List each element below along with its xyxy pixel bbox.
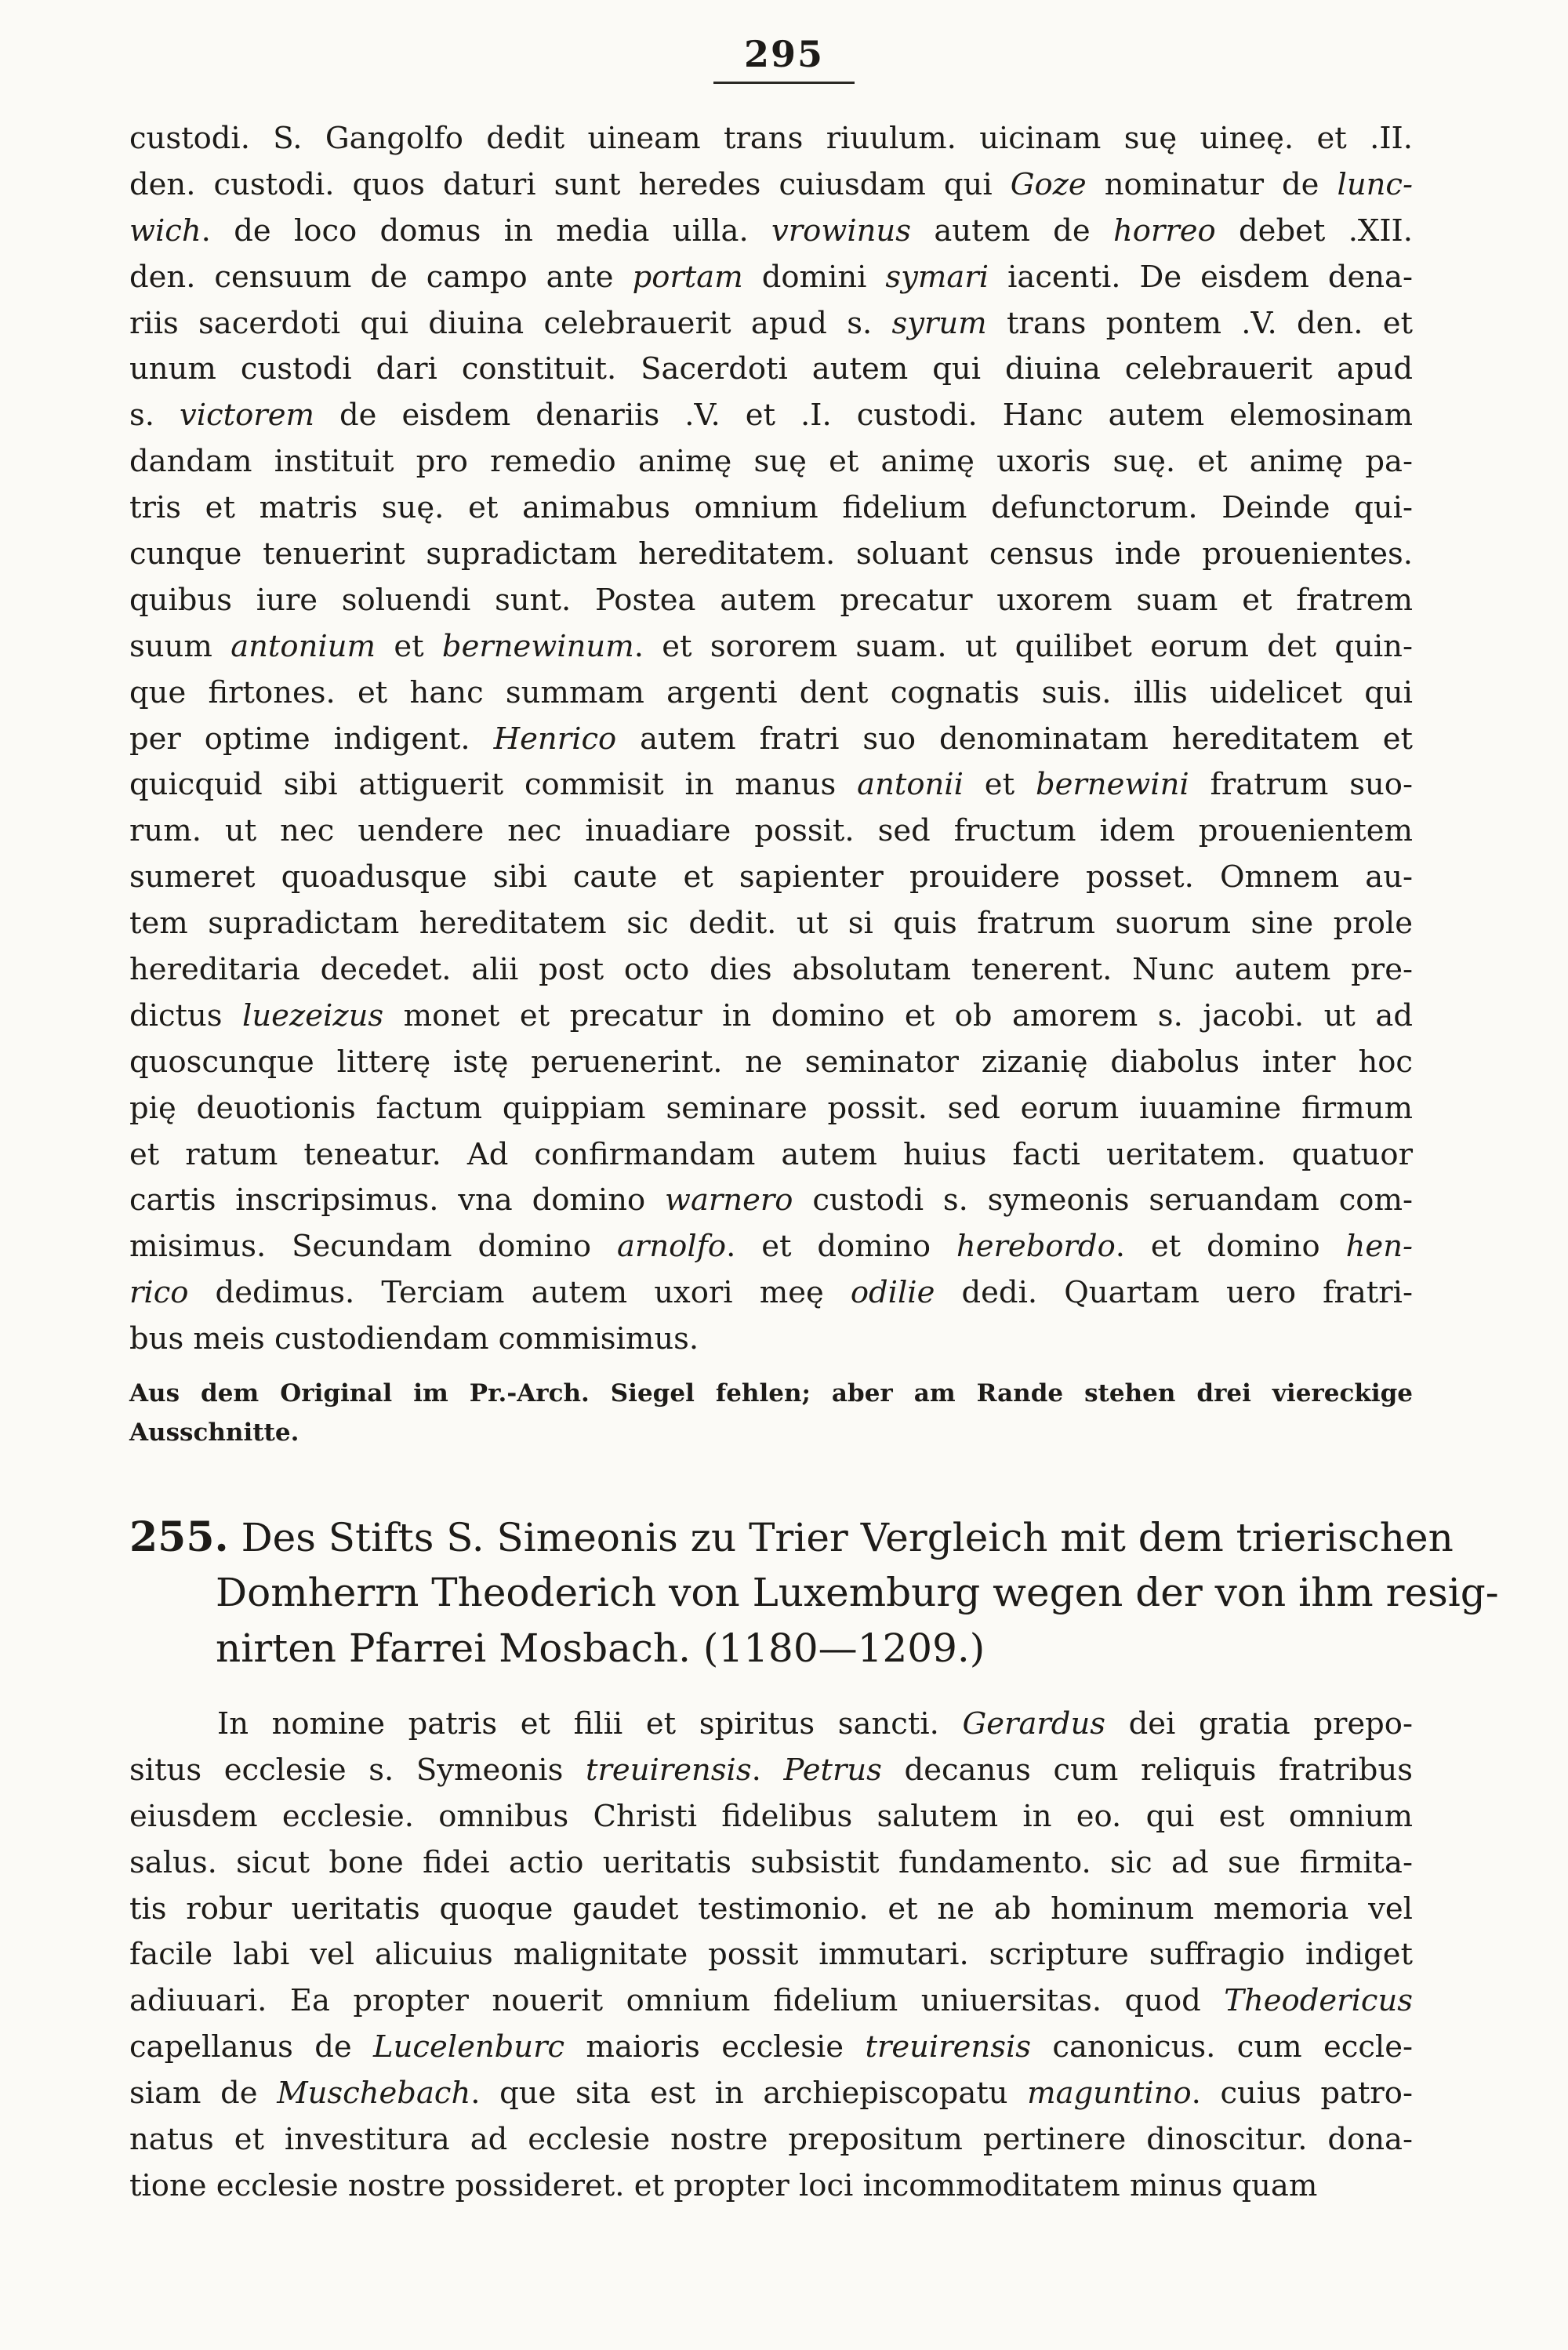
text-run: debet .XII. xyxy=(1215,212,1413,249)
heading-line: Des Stifts S. Simeonis zu Trier Vergleich mit dem trierischen xyxy=(241,1515,1454,1560)
text-run: dedimus. Terciam autem uxori meę xyxy=(188,1275,851,1311)
text-run: den. custodi. quos daturi sunt heredes cuiusdam qui xyxy=(129,166,1011,202)
text-run: salus. sicut bone fidei actio ueritatis subsistit fundamento. sic ad sue firmita- xyxy=(129,1844,1413,1880)
text-run: . et domino xyxy=(1115,1229,1346,1265)
italic-name: Henrico xyxy=(493,721,617,757)
text-run: cartis inscripsimus. vna domino xyxy=(129,1182,666,1219)
text-run: que firtones. et hanc summam argenti dent cognatis suis. illis uidelicet qui xyxy=(129,674,1413,710)
text-run: suum xyxy=(129,628,231,664)
text-line xyxy=(129,1794,1413,1840)
text-run: capellanus de xyxy=(129,2029,374,2065)
text-run: autem de xyxy=(910,212,1113,249)
text-run: unum custodi dari constituit. Sacerdoti autem qui diuina celebrauerit apud xyxy=(129,351,1413,387)
text-line xyxy=(129,393,1413,439)
italic-name: antonii xyxy=(857,767,964,803)
text-line xyxy=(129,762,1413,808)
page-number: 295 xyxy=(743,33,825,75)
text-line xyxy=(129,1178,1413,1224)
italic-name: Petrus xyxy=(783,1752,882,1788)
text-run: . et sororem suam. ut quilibet eorum det quin- xyxy=(633,628,1413,664)
text-run: hereditaria decedet. alii post octo dies absolutam tenerent. Nunc autem pre- xyxy=(129,952,1413,988)
text-run: . de loco domus in media uilla. xyxy=(201,212,772,249)
italic-name: Theodericus xyxy=(1224,1983,1413,2019)
text-run: tis robur ueritatis quoque gaudet testimonio. et ne ab hominum memoria vel xyxy=(129,1891,1413,1927)
text-run: s. xyxy=(129,398,180,434)
italic-name: bernewinum xyxy=(441,628,634,664)
text-line xyxy=(129,578,1413,624)
text-run: . cuius patro- xyxy=(1191,2076,1413,2112)
italic-name: wich xyxy=(129,212,201,249)
heading-line: Domherrn Theoderich von Luxemburg wegen der von ihm resig- xyxy=(216,1570,1499,1615)
text-run: . que sita est in archiepiscopatu xyxy=(470,2076,1028,2112)
text-run: monet et precatur in domino et ob amorem s. jacobi. ut ad xyxy=(383,997,1413,1033)
text-run: siam de xyxy=(129,2076,278,2112)
text-run: quoscunque litterę istę peruenerint. ne seminator zizanię diabolus inter hoc xyxy=(129,1044,1413,1080)
text-run: custodi. S. Gangolfo dedit uineam trans riuulum. uicinam suę uineę. et .II. xyxy=(129,121,1413,156)
text-line xyxy=(129,1840,1413,1887)
text-run: de eisdem denariis .V. et .I. custodi. Hanc autem elemosinam xyxy=(314,398,1413,434)
text-run: fratrum suo- xyxy=(1189,767,1413,803)
text-line xyxy=(129,2071,1413,2117)
text-run: misimus. Secundam domino xyxy=(129,1229,617,1265)
text-run: sumeret quoadusque sibi caute et sapienter prouidere posset. Omnem au- xyxy=(129,859,1413,895)
italic-name: luezeizus xyxy=(242,997,384,1033)
text-run: facile labi vel alicuius malignitate possit immutari. scripture suffragio indiget xyxy=(129,1937,1413,1973)
text-run: custodi s. symeonis seruandam com- xyxy=(793,1182,1413,1219)
text-run: dei gratia prepo- xyxy=(1105,1706,1413,1742)
text-line xyxy=(129,2117,1413,2163)
text-line xyxy=(129,947,1413,993)
italic-name: Muschebach xyxy=(277,2076,471,2112)
text-line xyxy=(129,2163,1413,2210)
text-run: et xyxy=(963,767,1036,803)
text-run: et xyxy=(376,628,442,664)
text-run: In nomine patris et filii et spiritus sancti. xyxy=(217,1706,963,1742)
text-run: nominatur de xyxy=(1086,166,1338,202)
text-run: dedi. Quartam uero fratri- xyxy=(935,1275,1413,1311)
text-line xyxy=(129,255,1413,301)
text-run: bus meis custodiendam commisimus. xyxy=(129,1321,699,1357)
text-run: rum. ut nec uendere nec inuadiare possit. sed fructum idem prouenientem xyxy=(129,813,1413,849)
text-run: autem fratri suo denominatam hereditatem et xyxy=(616,721,1413,757)
source-note-line: Aus dem Original im Pr.-Arch. Siegel fehlen; aber am Rande stehen drei viereckige xyxy=(129,1379,1413,1407)
text-run: dandam instituit pro remedio animę suę et animę uxoris suę. et animę pa- xyxy=(129,444,1413,480)
text-run: decanus cum reliquis fratribus xyxy=(881,1752,1413,1788)
text-line xyxy=(129,116,1413,162)
text-line xyxy=(129,485,1413,532)
text-run: cunque tenuerint supradictam hereditatem. soluant census inde prouenientes. xyxy=(129,536,1413,572)
italic-name: bernewini xyxy=(1035,767,1189,803)
text-line xyxy=(129,1702,1413,1748)
italic-name: Goze xyxy=(1010,166,1087,202)
text-run: iacenti. De eisdem dena- xyxy=(989,259,1414,295)
text-line xyxy=(129,993,1413,1040)
text-line xyxy=(129,162,1413,209)
text-line xyxy=(129,1086,1413,1132)
italic-name: syrum xyxy=(891,305,987,341)
text-run: natus et investitura ad ecclesie nostre prepositum pertinere dinoscitur. dona- xyxy=(129,2122,1413,2158)
italic-name: arnolfo xyxy=(616,1229,727,1265)
text-run: tem supradictam hereditatem sic dedit. ut si quis fratrum suorum sine prole xyxy=(129,906,1413,942)
italic-name: vrowinus xyxy=(771,212,911,249)
source-note-line: Ausschnitte. xyxy=(129,1418,299,1447)
text-line xyxy=(129,2025,1413,2071)
text-line xyxy=(129,1132,1413,1179)
text-run: canonicus. cum eccle- xyxy=(1031,2029,1414,2065)
text-line xyxy=(129,1317,1413,1363)
text-run: domini xyxy=(742,259,886,295)
text-line xyxy=(129,901,1413,947)
text-run: trans pontem .V. den. et xyxy=(986,305,1413,341)
text-run: et ratum teneatur. Ad confirmandam autem huius facti ueritatem. quatuor xyxy=(129,1136,1413,1172)
document-paragraph-agreement-text xyxy=(129,1702,1413,2210)
text-run: maioris ecclesie xyxy=(564,2029,866,2065)
italic-name: treuirensis xyxy=(865,2029,1032,2065)
text-line xyxy=(129,855,1413,901)
text-line xyxy=(129,301,1413,347)
text-line xyxy=(129,439,1413,485)
text-run: . xyxy=(751,1752,784,1788)
italic-name: odilie xyxy=(850,1275,935,1311)
italic-name: warnero xyxy=(665,1182,793,1219)
page-number-rule xyxy=(713,82,855,84)
text-run: quicquid sibi attiguerit commisit in manus xyxy=(129,767,858,803)
italic-name: portam xyxy=(632,259,743,295)
italic-name: victorem xyxy=(180,398,314,434)
text-line xyxy=(129,1224,1413,1270)
text-run: tione ecclesie nostre possideret. et propter loci incommoditatem minus quam xyxy=(129,2167,1318,2203)
text-run: adiuuari. Ea propter nouerit omnium fidelium uniuersitas. quod xyxy=(129,1983,1225,2019)
text-run: quibus iure soluendi sunt. Postea autem precatur uxorem suam et fratrem xyxy=(129,582,1413,618)
italic-name: rico xyxy=(129,1275,189,1311)
italic-name: Lucelenburc xyxy=(373,2029,565,2065)
text-line xyxy=(129,670,1413,717)
italic-name: herebordo xyxy=(956,1229,1116,1265)
text-run: situs ecclesie s. Symeonis xyxy=(129,1752,586,1788)
text-line xyxy=(129,1270,1413,1317)
text-run: tris et matris suę. et animabus omnium fidelium defunctorum. Deinde qui- xyxy=(129,490,1413,526)
text-line xyxy=(129,532,1413,578)
italic-name: lunc- xyxy=(1337,166,1413,202)
text-line xyxy=(129,808,1413,855)
text-run: . et domino xyxy=(726,1229,956,1265)
italic-name: symari xyxy=(885,259,989,295)
italic-name: antonium xyxy=(230,628,376,664)
source-note xyxy=(129,1374,1413,1452)
text-run: dictus xyxy=(129,997,243,1033)
italic-name: hen- xyxy=(1345,1229,1413,1265)
text-run: den. censuum de campo ante xyxy=(129,259,633,295)
text-line xyxy=(129,624,1413,670)
italic-name: maguntino xyxy=(1027,2076,1192,2112)
document-paragraph-charter-text xyxy=(129,116,1413,1363)
text-line xyxy=(129,1887,1413,1933)
italic-name: treuirensis xyxy=(586,1752,752,1788)
text-run: pię deuotionis factum quippiam seminare possit. sed eorum iuuamine firmum xyxy=(129,1090,1413,1126)
text-line xyxy=(129,1040,1413,1086)
text-line xyxy=(129,717,1413,763)
text-run: per optime indigent. xyxy=(129,721,494,757)
italic-name: horreo xyxy=(1112,212,1216,249)
text-line xyxy=(129,1748,1413,1794)
text-line xyxy=(129,1978,1413,2025)
heading-line: nirten Pfarrei Mosbach. (1180—1209.) xyxy=(216,1625,985,1671)
text-line xyxy=(129,347,1413,393)
text-run: riis sacerdoti qui diuina celebrauerit apud s. xyxy=(129,305,892,341)
text-line xyxy=(129,1932,1413,1978)
italic-name: Gerardus xyxy=(962,1706,1105,1742)
document-number: 255. xyxy=(129,1513,229,1561)
text-run: eiusdem ecclesie. omnibus Christi fidelibus salutem in eo. qui est omnium xyxy=(129,1798,1413,1834)
text-line xyxy=(129,209,1413,255)
document-heading xyxy=(129,1509,1499,1676)
